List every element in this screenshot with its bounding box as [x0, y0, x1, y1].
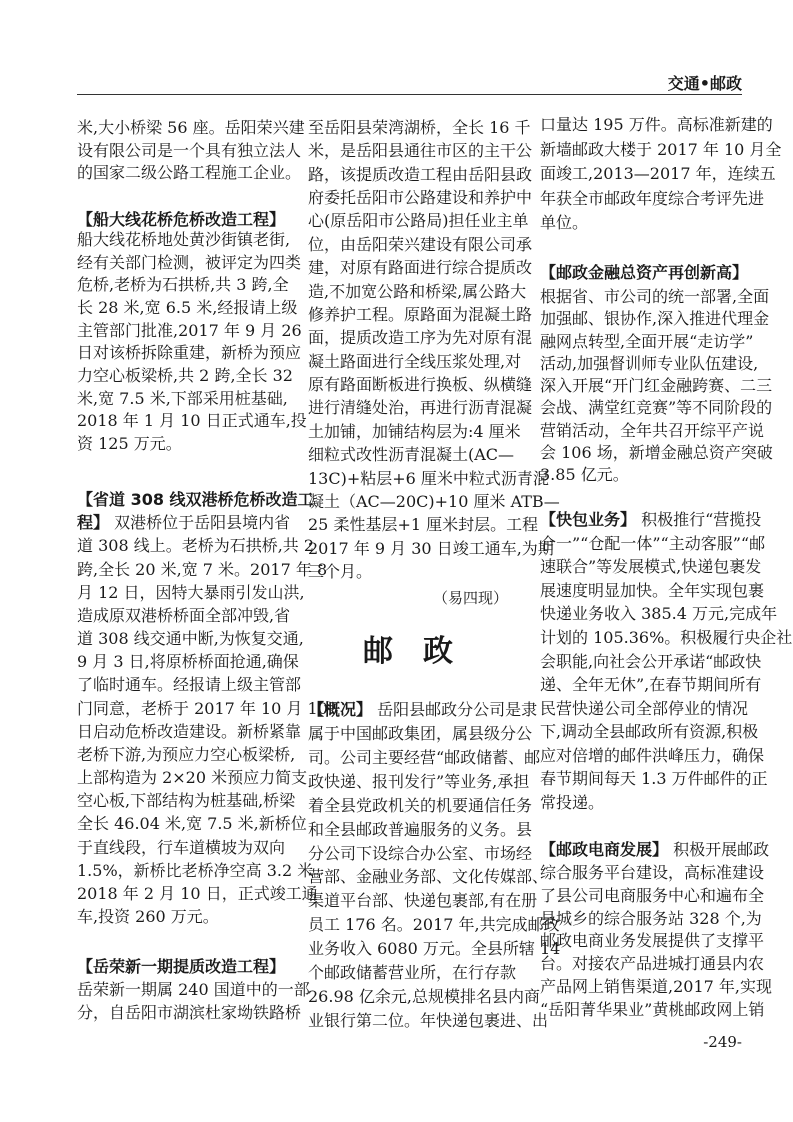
text-line: 单位。 [540, 213, 589, 232]
section-heading: 【邮政金融总资产再创新高】 [540, 263, 749, 282]
text-line: 危桥,老桥为石拱桥,共 3 跨,全 [77, 275, 289, 295]
text-line: 3.85 亿元。 [540, 465, 629, 484]
text-line: 着全县党政机关的机要通信任务 [308, 795, 533, 815]
text-line: 深入开展“开门红金融跨赛、二三 [540, 376, 773, 395]
text-line: 民营快递公司全部停业的情况 [540, 698, 749, 718]
text-line: 合一”“仓配一体”“主动客服”“邮 [540, 533, 766, 553]
text-line: 日启动危桥改造建设。新桥紧靠 [77, 721, 302, 741]
text-line: 月 12 日，因特大暴雨引发山洪, [77, 582, 305, 602]
text-line: 营销活动，全年共召开综平产说 [540, 420, 765, 440]
text-line: 2018 年 2 月 10 日，正式竣工通 [77, 883, 318, 903]
text-line: 细粒式改性沥青混凝土(AC— [308, 445, 515, 465]
text-line: 资 125 万元。 [77, 434, 182, 453]
text-line: 口量达 195 万件。高标准新建的 [540, 115, 773, 134]
text-line: 土加铺，加铺结构层为:4 厘米 [308, 421, 521, 441]
text-line [77, 489, 314, 511]
text-line: 跨,全长 20 米,宽 7 米。2017 年 8 [77, 559, 328, 579]
text-line: 展速度明显加快。全年实现包裹 [540, 580, 765, 600]
text-line: 25 柔性基层+1 厘米封层。工程 [308, 515, 539, 535]
text-line: 道 308 线上。老桥为石拱桥,共 2 [77, 536, 315, 556]
text-line: 米，是岳阳县通往市区的主干公 [308, 141, 533, 161]
text-line: 面，提质改造工序为先对原有混 [308, 328, 533, 348]
text-span: 积极推行“营揽投 [636, 510, 762, 529]
header-rule [77, 94, 742, 95]
text-line: 船大线花桥地处黄沙街镇老街, [77, 230, 291, 249]
text-line: 设有限公司是一个具有独立法人 [77, 140, 302, 160]
text-line: 心(原岳阳市公路局)担任业主单 [308, 211, 529, 231]
text-line: 年获全市邮政年度综合考评先进 [540, 188, 765, 208]
text-line: 修养护工程。原路面为混凝土路 [308, 304, 533, 324]
text-line: 春节期间每天 1.3 万件邮件的正 [540, 769, 768, 789]
text-line: 个邮政储蓄营业所，在行存款 [308, 963, 517, 983]
text-line: 分公司下设综合办公室、市场经 [308, 843, 533, 863]
text-line: 融网点转型,全面开展“走访学” [540, 331, 754, 351]
text-line: 凝土（AC—20C)+10 厘米 ATB— [308, 491, 560, 511]
text-line: 进行清缝处治，再进行沥青混凝 [308, 398, 533, 418]
text-line: 分，自岳阳市湖滨杜家坳铁路桥 [77, 1003, 302, 1022]
text-line: 车,投资 260 万元。 [77, 907, 219, 926]
text-line: 计划的 105.36%。积极履行央企社 [540, 627, 793, 647]
text-line: 三个月。 [308, 562, 373, 581]
text-line: 了临时通车。经报请上级主管部 [77, 675, 302, 695]
section-heading: 【岳荣新一期提质改造工程】 [77, 957, 286, 976]
text-line: 上部构造为 2×20 米预应力简支 [77, 768, 308, 787]
section-heading: 【船大线花桥危桥改造工程】 [77, 210, 286, 229]
text-line: 综合服务平台建设，高标准建设 [540, 862, 765, 882]
text-line: 台。对接农产品进城打通县内农 [540, 954, 765, 974]
paragraph-lead-heading: 【省道 308 线双港桥危桥改造工 [77, 490, 314, 509]
text-line: 主管部门批准,2017 年 9 月 26 [77, 320, 302, 340]
text-line: 常投递。 [540, 793, 605, 812]
text-line: 造,不加宽公路和桥梁,属公路大 [308, 281, 527, 301]
text-line: 县城乡的综合服务站 328 个,为 [540, 908, 762, 928]
text-line: 会 106 场，新增金融总资产突破 [540, 442, 773, 462]
text-line [540, 839, 770, 861]
text-line: 26.98 亿余元,总规模排名县内商 [308, 987, 540, 1007]
author-signature: （易四现） [432, 589, 508, 607]
text-line: 道 308 线交通中断,为恢复交通, [77, 629, 304, 648]
text-line: 造成原双港桥桥面全部冲毁,省 [77, 605, 291, 625]
text-span: 双港桥位于岳阳县境内省 [109, 513, 291, 533]
text-line: 业务收入 6080 万元。全县所辖 14 [308, 939, 561, 959]
text-line: 米,宽 7.5 米,下部采用桩基础, [77, 388, 288, 408]
text-line: 邮政电商业务发展提供了支撑平 [540, 931, 765, 951]
text-span: 岳阳县邮政分公司是隶 [372, 700, 538, 719]
text-line: 9 月 3 日,将原桥桥面抢通,确保 [77, 652, 299, 672]
text-line: 日对该桥拆除重建，新桥为预应 [77, 343, 302, 363]
text-line: 于直线段，行车道横坡为双向 [77, 837, 286, 857]
text-line: 应对倍增的邮件洪峰压力，确保 [540, 745, 765, 765]
text-line [308, 699, 538, 721]
text-line: 面竣工,2013—2017 年，连续五 [540, 164, 776, 183]
paragraph-lead-heading: 【概况】 [308, 700, 373, 719]
text-line: 属于中国邮政集团，属县级分公 [308, 723, 533, 743]
text-line: 新墙邮政大楼于 2017 年 10 月全 [540, 139, 782, 159]
text-line: 了县公司电商服务中心和遍布全 [540, 885, 765, 905]
text-line: 至岳阳县荣湾湖桥，全长 16 千 [308, 118, 531, 137]
paragraph-lead-heading: 【邮政电商发展】 [540, 840, 669, 859]
text-line: 建，对原有路面进行综合提质改 [308, 258, 533, 278]
text-line: 空心板,下部结构为桩基础,桥梁 [77, 791, 296, 811]
text-line: 的国家二级公路工程施工企业。 [77, 163, 302, 182]
text-line: 门同意，老桥于 2017 年 10 月 10 [77, 698, 328, 718]
text-line: 会战、满堂红竞赛”等不同阶段的 [540, 398, 773, 418]
text-line: 力空心板梁桥,共 2 跨,全长 32 [77, 366, 293, 385]
text-line: 13C)+粘层+6 厘米中粒式沥青混 [308, 468, 549, 488]
text-line: 递、全年无休”,在春节期间所有 [540, 675, 762, 695]
text-line: 业银行第二位。年快递包裹进、出 [308, 1011, 549, 1030]
text-span: 积极开展邮政 [668, 840, 770, 859]
text-line: 位，由岳阳荣兴建设有限公司承 [308, 234, 533, 254]
page-number: -249- [703, 1033, 742, 1051]
text-line [540, 509, 762, 531]
text-line: 长 28 米,宽 6.5 米,经报请上级 [77, 298, 298, 317]
text-line: 原有路面断板进行换板、纵横缝 [308, 375, 533, 395]
text-line: 下,调动全县邮政所有资源,积极 [540, 722, 759, 742]
text-line: “岳阳菁华果业”黄桃邮政网上销 [540, 1000, 765, 1019]
text-line: 快递业务收入 385.4 万元,完成年 [540, 604, 778, 624]
text-line: 渠道平台部、快递包裹部,有在册 [308, 891, 538, 911]
paragraph-lead-heading: 【快包业务】 [540, 510, 637, 529]
text-line: 速联合”等发展模式,快递包裹发 [540, 557, 762, 577]
text-line: 府委托岳阳市公路建设和养护中 [308, 188, 533, 208]
paragraph-lead-heading: 程】 [77, 513, 110, 533]
text-line: 根据省、市公司的统一部署,全面 [540, 287, 770, 306]
text-line: 政快递、报刊发行”等业务,承担 [308, 771, 530, 791]
text-line: 凝土路面进行全线压浆处理,对 [308, 351, 522, 371]
text-line: 全长 46.04 米,宽 7.5 米,新桥位 [77, 814, 307, 834]
text-line: 司。公司主要经营“邮政储蓄、邮 [308, 747, 541, 767]
text-line: 员工 176 名。2017 年,共完成邮政 [308, 915, 560, 935]
text-line: 会职能,向社会公开承诺“邮政快 [540, 651, 762, 671]
text-line: 经有关部门检测，被评定为四类 [77, 252, 302, 272]
text-line: 2017 年 9 月 30 日竣工通车,为期 [308, 538, 554, 558]
text-line: 和全县邮政普遍服务的义务。县 [308, 819, 533, 839]
text-line: 老桥下游,为预应力空心板梁桥, [77, 744, 296, 764]
text-line: 米,大小桥梁 56 座。岳阳荣兴建 [77, 118, 305, 137]
text-line: 加强邮、银协作,深入推进代理金 [540, 309, 770, 329]
text-line: 活动,加强督训师专业队伍建设, [540, 353, 759, 373]
chapter-title: 邮 政 [363, 634, 453, 669]
text-line: 营部、金融业务部、文化传媒部、 [308, 867, 549, 887]
section-header: 交通•邮政 [667, 74, 742, 93]
text-line: 产品网上销售渠道,2017 年,实现 [540, 977, 772, 997]
text-line [77, 512, 291, 534]
text-line: 岳荣新一期属 240 国道中的一部 [77, 980, 310, 999]
text-line: 路，该提质改造工程由岳阳县政 [308, 164, 533, 184]
text-line: 2018 年 1 月 10 日正式通车,投 [77, 411, 307, 431]
text-line: 1.5%，新桥比老桥净空高 3.2 米。 [77, 860, 330, 880]
